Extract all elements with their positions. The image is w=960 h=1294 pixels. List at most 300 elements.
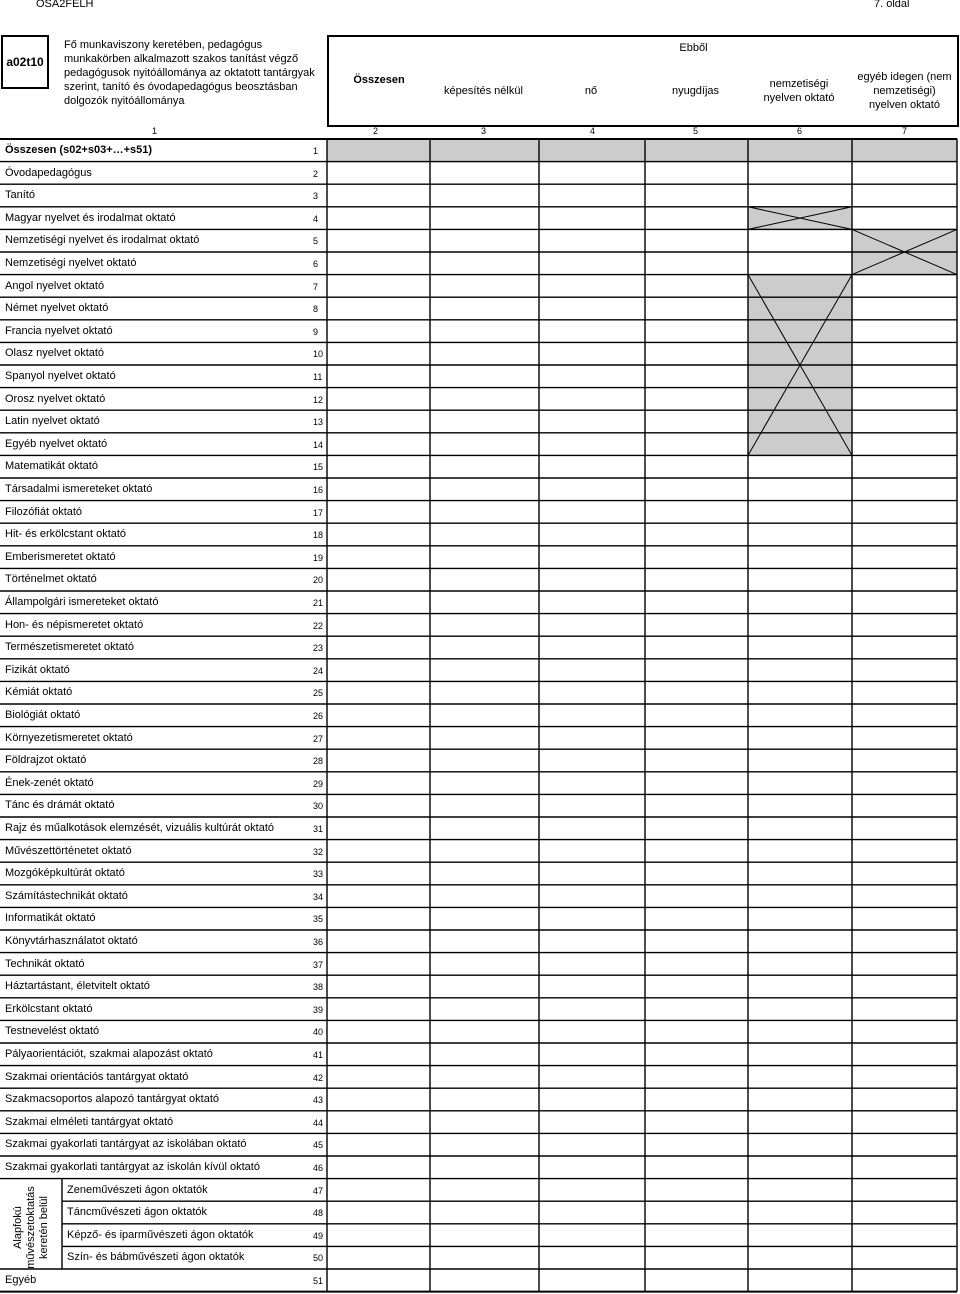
- data-cell-col-4[interactable]: [539, 568, 645, 591]
- data-cell-col-5[interactable]: [645, 1066, 748, 1089]
- data-cell-col-7[interactable]: [852, 930, 957, 953]
- data-cell-col-7[interactable]: [852, 252, 957, 275]
- data-cell-col-7[interactable]: [852, 546, 957, 569]
- data-cell-col-6[interactable]: [748, 862, 852, 885]
- data-cell-col-5[interactable]: [645, 184, 748, 207]
- data-cell-col-2[interactable]: [327, 862, 430, 885]
- data-cell-col-3[interactable]: [430, 930, 539, 953]
- data-cell-col-4[interactable]: [539, 614, 645, 637]
- data-cell-col-6[interactable]: [748, 252, 852, 275]
- data-cell-col-4[interactable]: [539, 478, 645, 501]
- data-cell-col-5[interactable]: [645, 207, 748, 230]
- data-cell-col-2[interactable]: [327, 975, 430, 998]
- data-cell-col-4[interactable]: [539, 184, 645, 207]
- data-cell-col-5[interactable]: [645, 139, 748, 162]
- data-cell-col-4[interactable]: [539, 1201, 645, 1224]
- data-cell-col-6[interactable]: [748, 1224, 852, 1247]
- data-cell-col-3[interactable]: [430, 1088, 539, 1111]
- data-cell-col-3[interactable]: [430, 342, 539, 365]
- data-cell-col-4[interactable]: [539, 1224, 645, 1247]
- data-cell-col-5[interactable]: [645, 1088, 748, 1111]
- data-cell-col-2[interactable]: [327, 614, 430, 637]
- data-cell-col-5[interactable]: [645, 885, 748, 908]
- data-cell-col-4[interactable]: [539, 342, 645, 365]
- data-cell-col-5[interactable]: [645, 772, 748, 795]
- data-cell-col-4[interactable]: [539, 229, 645, 252]
- data-cell-col-4[interactable]: [539, 162, 645, 185]
- data-cell-col-2[interactable]: [327, 388, 430, 411]
- data-cell-col-3[interactable]: [430, 591, 539, 614]
- data-cell-col-3[interactable]: [430, 907, 539, 930]
- data-cell-col-6[interactable]: [748, 297, 852, 320]
- data-cell-col-4[interactable]: [539, 930, 645, 953]
- data-cell-col-4[interactable]: [539, 1088, 645, 1111]
- data-cell-col-7[interactable]: [852, 1066, 957, 1089]
- data-cell-col-6[interactable]: [748, 1020, 852, 1043]
- data-cell-col-3[interactable]: [430, 953, 539, 976]
- data-cell-col-7[interactable]: [852, 501, 957, 524]
- data-cell-col-7[interactable]: [852, 591, 957, 614]
- data-cell-col-5[interactable]: [645, 410, 748, 433]
- data-cell-col-7[interactable]: [852, 704, 957, 727]
- data-cell-col-5[interactable]: [645, 1179, 748, 1202]
- data-cell-col-3[interactable]: [430, 704, 539, 727]
- data-cell-col-6[interactable]: [748, 794, 852, 817]
- data-cell-col-7[interactable]: [852, 975, 957, 998]
- data-cell-col-4[interactable]: [539, 501, 645, 524]
- data-cell-col-5[interactable]: [645, 229, 748, 252]
- data-cell-col-4[interactable]: [539, 1179, 645, 1202]
- data-cell-col-3[interactable]: [430, 1246, 539, 1269]
- data-cell-col-7[interactable]: [852, 953, 957, 976]
- data-cell-col-4[interactable]: [539, 1246, 645, 1269]
- data-cell-col-3[interactable]: [430, 1269, 539, 1292]
- data-cell-col-6[interactable]: [748, 591, 852, 614]
- data-cell-col-4[interactable]: [539, 1133, 645, 1156]
- data-cell-col-7[interactable]: [852, 885, 957, 908]
- data-cell-col-7[interactable]: [852, 1201, 957, 1224]
- data-cell-col-4[interactable]: [539, 320, 645, 343]
- data-cell-col-4[interactable]: [539, 817, 645, 840]
- data-cell-col-7[interactable]: [852, 433, 957, 456]
- data-cell-col-5[interactable]: [645, 998, 748, 1021]
- data-cell-col-3[interactable]: [430, 749, 539, 772]
- data-cell-col-5[interactable]: [645, 320, 748, 343]
- data-cell-col-5[interactable]: [645, 568, 748, 591]
- data-cell-col-7[interactable]: [852, 478, 957, 501]
- data-cell-col-2[interactable]: [327, 659, 430, 682]
- data-cell-col-7[interactable]: [852, 388, 957, 411]
- data-cell-col-5[interactable]: [645, 433, 748, 456]
- data-cell-col-3[interactable]: [430, 975, 539, 998]
- data-cell-col-6[interactable]: [748, 320, 852, 343]
- data-cell-col-7[interactable]: [852, 862, 957, 885]
- data-cell-col-2[interactable]: [327, 794, 430, 817]
- data-cell-col-4[interactable]: [539, 546, 645, 569]
- data-cell-col-2[interactable]: [327, 252, 430, 275]
- data-cell-col-5[interactable]: [645, 704, 748, 727]
- data-cell-col-3[interactable]: [430, 636, 539, 659]
- data-cell-col-5[interactable]: [645, 1043, 748, 1066]
- data-cell-col-2[interactable]: [327, 1201, 430, 1224]
- data-cell-col-7[interactable]: [852, 139, 957, 162]
- data-cell-col-2[interactable]: [327, 410, 430, 433]
- data-cell-col-5[interactable]: [645, 907, 748, 930]
- data-cell-col-6[interactable]: [748, 433, 852, 456]
- data-cell-col-4[interactable]: [539, 207, 645, 230]
- data-cell-col-6[interactable]: [748, 1133, 852, 1156]
- data-cell-col-3[interactable]: [430, 184, 539, 207]
- data-cell-col-2[interactable]: [327, 1179, 430, 1202]
- data-cell-col-2[interactable]: [327, 1246, 430, 1269]
- data-cell-col-3[interactable]: [430, 546, 539, 569]
- data-cell-col-7[interactable]: [852, 817, 957, 840]
- data-cell-col-4[interactable]: [539, 1269, 645, 1292]
- data-cell-col-3[interactable]: [430, 1133, 539, 1156]
- data-cell-col-4[interactable]: [539, 1156, 645, 1179]
- data-cell-col-2[interactable]: [327, 501, 430, 524]
- data-cell-col-5[interactable]: [645, 388, 748, 411]
- data-cell-col-3[interactable]: [430, 885, 539, 908]
- data-cell-col-4[interactable]: [539, 410, 645, 433]
- data-cell-col-7[interactable]: [852, 794, 957, 817]
- data-cell-col-6[interactable]: [748, 704, 852, 727]
- data-cell-col-4[interactable]: [539, 953, 645, 976]
- data-cell-col-5[interactable]: [645, 840, 748, 863]
- data-cell-col-2[interactable]: [327, 342, 430, 365]
- data-cell-col-6[interactable]: [748, 162, 852, 185]
- data-cell-col-7[interactable]: [852, 365, 957, 388]
- data-cell-col-2[interactable]: [327, 885, 430, 908]
- data-cell-col-7[interactable]: [852, 840, 957, 863]
- data-cell-col-5[interactable]: [645, 794, 748, 817]
- data-cell-col-4[interactable]: [539, 388, 645, 411]
- data-cell-col-6[interactable]: [748, 184, 852, 207]
- data-cell-col-5[interactable]: [645, 727, 748, 750]
- data-cell-col-6[interactable]: [748, 410, 852, 433]
- data-cell-col-3[interactable]: [430, 840, 539, 863]
- data-cell-col-3[interactable]: [430, 1156, 539, 1179]
- data-cell-col-4[interactable]: [539, 885, 645, 908]
- data-cell-col-5[interactable]: [645, 501, 748, 524]
- data-cell-col-7[interactable]: [852, 727, 957, 750]
- data-cell-col-2[interactable]: [327, 455, 430, 478]
- data-cell-col-6[interactable]: [748, 1156, 852, 1179]
- data-cell-col-2[interactable]: [327, 1043, 430, 1066]
- data-cell-col-4[interactable]: [539, 455, 645, 478]
- data-cell-col-4[interactable]: [539, 794, 645, 817]
- data-cell-col-7[interactable]: [852, 410, 957, 433]
- data-cell-col-5[interactable]: [645, 614, 748, 637]
- data-cell-col-4[interactable]: [539, 998, 645, 1021]
- data-cell-col-7[interactable]: [852, 342, 957, 365]
- data-cell-col-4[interactable]: [539, 1111, 645, 1134]
- data-cell-col-3[interactable]: [430, 320, 539, 343]
- data-cell-col-2[interactable]: [327, 162, 430, 185]
- data-cell-col-6[interactable]: [748, 365, 852, 388]
- data-cell-col-3[interactable]: [430, 139, 539, 162]
- data-cell-col-5[interactable]: [645, 862, 748, 885]
- data-cell-col-3[interactable]: [430, 998, 539, 1021]
- data-cell-col-6[interactable]: [748, 1269, 852, 1292]
- data-cell-col-3[interactable]: [430, 388, 539, 411]
- data-cell-col-7[interactable]: [852, 207, 957, 230]
- data-cell-col-2[interactable]: [327, 275, 430, 298]
- data-cell-col-4[interactable]: [539, 749, 645, 772]
- data-cell-col-5[interactable]: [645, 1269, 748, 1292]
- data-cell-col-2[interactable]: [327, 591, 430, 614]
- data-cell-col-3[interactable]: [430, 568, 539, 591]
- data-cell-col-7[interactable]: [852, 1088, 957, 1111]
- data-cell-col-3[interactable]: [430, 1201, 539, 1224]
- data-cell-col-2[interactable]: [327, 478, 430, 501]
- data-cell-col-7[interactable]: [852, 275, 957, 298]
- data-cell-col-2[interactable]: [327, 1020, 430, 1043]
- data-cell-col-7[interactable]: [852, 1133, 957, 1156]
- data-cell-col-5[interactable]: [645, 953, 748, 976]
- data-cell-col-3[interactable]: [430, 772, 539, 795]
- data-cell-col-6[interactable]: [748, 455, 852, 478]
- data-cell-col-7[interactable]: [852, 907, 957, 930]
- data-cell-col-3[interactable]: [430, 1043, 539, 1066]
- data-cell-col-3[interactable]: [430, 614, 539, 637]
- data-cell-col-5[interactable]: [645, 1246, 748, 1269]
- data-cell-col-6[interactable]: [748, 1111, 852, 1134]
- data-cell-col-6[interactable]: [748, 1179, 852, 1202]
- data-cell-col-7[interactable]: [852, 1111, 957, 1134]
- data-cell-col-2[interactable]: [327, 320, 430, 343]
- data-cell-col-4[interactable]: [539, 659, 645, 682]
- data-cell-col-5[interactable]: [645, 749, 748, 772]
- data-cell-col-3[interactable]: [430, 275, 539, 298]
- data-cell-col-3[interactable]: [430, 681, 539, 704]
- data-cell-col-7[interactable]: [852, 568, 957, 591]
- data-cell-col-5[interactable]: [645, 275, 748, 298]
- data-cell-col-2[interactable]: [327, 681, 430, 704]
- data-cell-col-6[interactable]: [748, 139, 852, 162]
- data-cell-col-2[interactable]: [327, 546, 430, 569]
- data-cell-col-3[interactable]: [430, 297, 539, 320]
- data-cell-col-3[interactable]: [430, 794, 539, 817]
- data-cell-col-2[interactable]: [327, 568, 430, 591]
- data-cell-col-3[interactable]: [430, 252, 539, 275]
- data-cell-col-6[interactable]: [748, 501, 852, 524]
- data-cell-col-2[interactable]: [327, 998, 430, 1021]
- data-cell-col-5[interactable]: [645, 1020, 748, 1043]
- data-cell-col-4[interactable]: [539, 252, 645, 275]
- data-cell-col-5[interactable]: [645, 252, 748, 275]
- data-cell-col-4[interactable]: [539, 139, 645, 162]
- data-cell-col-6[interactable]: [748, 817, 852, 840]
- data-cell-col-6[interactable]: [748, 1066, 852, 1089]
- data-cell-col-7[interactable]: [852, 455, 957, 478]
- data-cell-col-4[interactable]: [539, 636, 645, 659]
- data-cell-col-2[interactable]: [327, 1066, 430, 1089]
- data-cell-col-4[interactable]: [539, 1066, 645, 1089]
- data-cell-col-2[interactable]: [327, 772, 430, 795]
- data-cell-col-4[interactable]: [539, 591, 645, 614]
- data-cell-col-7[interactable]: [852, 749, 957, 772]
- data-cell-col-5[interactable]: [645, 478, 748, 501]
- data-cell-col-5[interactable]: [645, 1133, 748, 1156]
- data-cell-col-7[interactable]: [852, 636, 957, 659]
- data-cell-col-2[interactable]: [327, 365, 430, 388]
- data-cell-col-6[interactable]: [748, 659, 852, 682]
- data-cell-col-3[interactable]: [430, 501, 539, 524]
- data-cell-col-5[interactable]: [645, 591, 748, 614]
- data-cell-col-3[interactable]: [430, 410, 539, 433]
- data-cell-col-6[interactable]: [748, 523, 852, 546]
- data-cell-col-2[interactable]: [327, 139, 430, 162]
- data-cell-col-6[interactable]: [748, 681, 852, 704]
- data-cell-col-3[interactable]: [430, 1066, 539, 1089]
- data-cell-col-4[interactable]: [539, 840, 645, 863]
- data-cell-col-5[interactable]: [645, 930, 748, 953]
- data-cell-col-7[interactable]: [852, 1020, 957, 1043]
- data-cell-col-2[interactable]: [327, 1269, 430, 1292]
- data-cell-col-5[interactable]: [645, 455, 748, 478]
- data-cell-col-5[interactable]: [645, 975, 748, 998]
- data-cell-col-3[interactable]: [430, 455, 539, 478]
- data-cell-col-2[interactable]: [327, 817, 430, 840]
- data-cell-col-4[interactable]: [539, 1020, 645, 1043]
- data-cell-col-6[interactable]: [748, 614, 852, 637]
- data-cell-col-2[interactable]: [327, 207, 430, 230]
- data-cell-col-5[interactable]: [645, 681, 748, 704]
- data-cell-col-2[interactable]: [327, 749, 430, 772]
- data-cell-col-3[interactable]: [430, 229, 539, 252]
- data-cell-col-2[interactable]: [327, 297, 430, 320]
- data-cell-col-6[interactable]: [748, 975, 852, 998]
- data-cell-col-4[interactable]: [539, 704, 645, 727]
- data-cell-col-6[interactable]: [748, 546, 852, 569]
- data-cell-col-6[interactable]: [748, 749, 852, 772]
- data-cell-col-6[interactable]: [748, 1088, 852, 1111]
- data-cell-col-5[interactable]: [645, 1224, 748, 1247]
- data-cell-col-6[interactable]: [748, 229, 852, 252]
- data-cell-col-7[interactable]: [852, 659, 957, 682]
- data-cell-col-2[interactable]: [327, 704, 430, 727]
- data-cell-col-5[interactable]: [645, 1156, 748, 1179]
- data-cell-col-5[interactable]: [645, 1201, 748, 1224]
- data-cell-col-4[interactable]: [539, 297, 645, 320]
- data-cell-col-4[interactable]: [539, 365, 645, 388]
- data-cell-col-3[interactable]: [430, 1179, 539, 1202]
- data-cell-col-4[interactable]: [539, 433, 645, 456]
- data-cell-col-4[interactable]: [539, 907, 645, 930]
- data-cell-col-7[interactable]: [852, 1224, 957, 1247]
- data-cell-col-5[interactable]: [645, 659, 748, 682]
- data-cell-col-5[interactable]: [645, 546, 748, 569]
- data-cell-col-3[interactable]: [430, 1224, 539, 1247]
- data-cell-col-2[interactable]: [327, 953, 430, 976]
- data-cell-col-6[interactable]: [748, 885, 852, 908]
- data-cell-col-7[interactable]: [852, 1269, 957, 1292]
- data-cell-col-7[interactable]: [852, 681, 957, 704]
- data-cell-col-2[interactable]: [327, 727, 430, 750]
- data-cell-col-5[interactable]: [645, 162, 748, 185]
- data-cell-col-3[interactable]: [430, 207, 539, 230]
- data-cell-col-4[interactable]: [539, 727, 645, 750]
- data-cell-col-7[interactable]: [852, 772, 957, 795]
- data-cell-col-7[interactable]: [852, 614, 957, 637]
- data-cell-col-4[interactable]: [539, 523, 645, 546]
- data-cell-col-6[interactable]: [748, 727, 852, 750]
- data-cell-col-3[interactable]: [430, 162, 539, 185]
- data-cell-col-7[interactable]: [852, 162, 957, 185]
- data-cell-col-6[interactable]: [748, 207, 852, 230]
- data-cell-col-3[interactable]: [430, 523, 539, 546]
- data-cell-col-6[interactable]: [748, 1201, 852, 1224]
- data-cell-col-4[interactable]: [539, 862, 645, 885]
- data-cell-col-5[interactable]: [645, 636, 748, 659]
- data-cell-col-3[interactable]: [430, 659, 539, 682]
- data-cell-col-3[interactable]: [430, 817, 539, 840]
- data-cell-col-2[interactable]: [327, 1088, 430, 1111]
- data-cell-col-7[interactable]: [852, 229, 957, 252]
- data-cell-col-2[interactable]: [327, 840, 430, 863]
- data-cell-col-2[interactable]: [327, 523, 430, 546]
- data-cell-col-2[interactable]: [327, 636, 430, 659]
- data-cell-col-4[interactable]: [539, 772, 645, 795]
- data-cell-col-5[interactable]: [645, 1111, 748, 1134]
- data-cell-col-6[interactable]: [748, 998, 852, 1021]
- data-cell-col-6[interactable]: [748, 840, 852, 863]
- data-cell-col-7[interactable]: [852, 184, 957, 207]
- data-cell-col-3[interactable]: [430, 727, 539, 750]
- data-cell-col-6[interactable]: [748, 478, 852, 501]
- data-cell-col-6[interactable]: [748, 636, 852, 659]
- data-cell-col-2[interactable]: [327, 1156, 430, 1179]
- data-cell-col-2[interactable]: [327, 1224, 430, 1247]
- data-cell-col-6[interactable]: [748, 1246, 852, 1269]
- data-cell-col-7[interactable]: [852, 998, 957, 1021]
- data-cell-col-2[interactable]: [327, 229, 430, 252]
- data-cell-col-6[interactable]: [748, 772, 852, 795]
- data-cell-col-7[interactable]: [852, 1179, 957, 1202]
- data-cell-col-7[interactable]: [852, 297, 957, 320]
- data-cell-col-6[interactable]: [748, 953, 852, 976]
- data-cell-col-6[interactable]: [748, 275, 852, 298]
- data-cell-col-3[interactable]: [430, 433, 539, 456]
- data-cell-col-4[interactable]: [539, 681, 645, 704]
- data-cell-col-3[interactable]: [430, 862, 539, 885]
- data-cell-col-7[interactable]: [852, 1246, 957, 1269]
- data-cell-col-2[interactable]: [327, 1111, 430, 1134]
- data-cell-col-2[interactable]: [327, 930, 430, 953]
- data-cell-col-4[interactable]: [539, 1043, 645, 1066]
- data-cell-col-7[interactable]: [852, 523, 957, 546]
- data-cell-col-6[interactable]: [748, 907, 852, 930]
- data-cell-col-7[interactable]: [852, 1156, 957, 1179]
- data-cell-col-5[interactable]: [645, 297, 748, 320]
- data-cell-col-5[interactable]: [645, 342, 748, 365]
- data-cell-col-3[interactable]: [430, 365, 539, 388]
- data-cell-col-5[interactable]: [645, 523, 748, 546]
- data-cell-col-4[interactable]: [539, 975, 645, 998]
- data-cell-col-7[interactable]: [852, 1043, 957, 1066]
- data-cell-col-2[interactable]: [327, 907, 430, 930]
- data-cell-col-3[interactable]: [430, 478, 539, 501]
- data-cell-col-5[interactable]: [645, 817, 748, 840]
- data-cell-col-3[interactable]: [430, 1020, 539, 1043]
- data-cell-col-4[interactable]: [539, 275, 645, 298]
- data-cell-col-3[interactable]: [430, 1111, 539, 1134]
- data-cell-col-6[interactable]: [748, 1043, 852, 1066]
- data-cell-col-6[interactable]: [748, 342, 852, 365]
- data-cell-col-7[interactable]: [852, 320, 957, 343]
- data-cell-col-6[interactable]: [748, 568, 852, 591]
